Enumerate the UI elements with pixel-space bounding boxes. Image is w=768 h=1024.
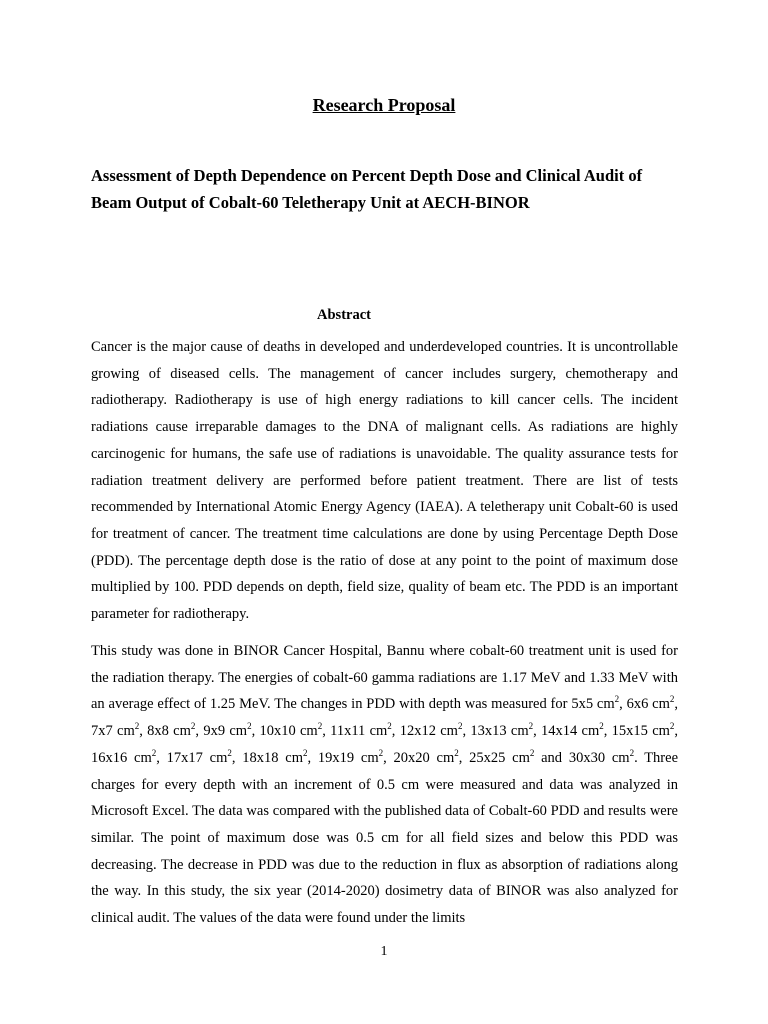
field-size-item [91, 747, 157, 766]
unit-exponent: 2 [302, 747, 308, 758]
paragraph-2-rest: . Three charges for every depth with an increment of 0.5 cm were measured and data was analyzed in Microsoft Excel. The data was compared with the published data of Cobalt-60 PDD and results were similar. The point of maximum dose was 0.5 cm for all field sizes and below this PDD was decreasing. The decrease in PDD was due to the reduction in flux as absorption of radiations along the way. In this study, the six year (2014-2020) dosimetry data of BINOR was also analyzed for clinical audit. The values of the data were found under the limits [91, 749, 678, 927]
field-size-value: 11x11 cm [330, 723, 388, 740]
paragraph-2-intro: This study was done in BINOR Cancer Hospital, Bannu where cobalt-60 treatment unit is used for the radiation therapy. The energies of cobalt-60 gamma radiations are 1.17 MeV and 1.33 MeV with an average effect of 1.25 MeV. The changes in PDD with depth was measured for [91, 643, 678, 713]
field-size-value: 16x16 cm [91, 749, 152, 766]
field-size-item [259, 723, 322, 739]
unit-exponent: 2 [528, 721, 534, 732]
unit-exponent: 2 [134, 721, 140, 732]
field-size-value: 13x13 cm [470, 723, 529, 740]
unit-exponent: 2 [227, 747, 232, 758]
field-size-value: 25x25 cm [469, 749, 530, 766]
abstract-heading: Abstract [317, 307, 371, 323]
field-size-item [400, 723, 463, 739]
unit-exponent: 2 [614, 694, 620, 705]
field-size-value: 14x14 cm [541, 723, 600, 740]
field-size-value: 15x15 cm [611, 723, 670, 740]
unit-exponent: 2 [529, 747, 535, 758]
page-number: 1 [380, 944, 388, 959]
field-size-value: 7x7 cm [91, 723, 135, 740]
unit-exponent: 2 [457, 721, 463, 732]
field-size-value: 20x20 cm [393, 749, 455, 766]
field-size-value: 19x19 cm [317, 749, 379, 766]
unit-exponent: 2 [151, 747, 157, 758]
unit-exponent: 2 [317, 721, 323, 732]
document-title: Research Proposal [312, 95, 456, 115]
field-size-item [393, 747, 459, 766]
field-size-value: 9x9 cm [203, 723, 248, 740]
unit-exponent: 2 [599, 721, 604, 732]
field-size-item [91, 723, 139, 739]
unit-exponent: 2 [669, 694, 675, 705]
field-size-value: 18x18 cm [242, 749, 303, 766]
unit-exponent: 2 [247, 721, 252, 732]
field-size-list: 5x5 $cm^2$, 6x6 $cm^2$, 7x7 $cm^2$, 8x8 $cm^2$, 9x9 $cm^2$, 10x10 $cm^2$, 11x11 $cm^2$, 12x12 $cm^2$, 13x13 $cm^2$, 14x14 $cm^2$, 15x15 $cm^2$, 16x16 $cm^2$, 17x17 $cm^2$, 18x18 $cm^2$, 19x19 $cm^2$, 20x20 $cm^2$, 25x25 $cm^2$ and 30x30 $cm^2$ [91, 694, 679, 766]
field-size-item [166, 747, 232, 766]
proposal-subtitle: Assessment of Depth Dependence on Percent Depth Dose and Clinical Audit of Beam Output of Cobalt-60 Teletherapy Unit at AECH-BINOR [91, 166, 643, 212]
field-size-item [470, 723, 533, 739]
abstract-paragraph-2 [91, 638, 678, 932]
field-size-value: 17x17 cm [166, 749, 228, 766]
field-size-item [242, 747, 308, 766]
field-size-value: 12x12 cm [399, 723, 458, 740]
unit-exponent: 2 [629, 747, 635, 758]
field-size-item [330, 723, 392, 739]
unit-exponent: 2 [387, 721, 392, 732]
field-size-item [612, 723, 675, 739]
field-size-item [571, 696, 619, 712]
unit-exponent: 2 [454, 747, 459, 758]
unit-exponent: 2 [669, 721, 675, 732]
abstract-paragraph-1: Cancer is the major cause of deaths in developed and underdeveloped countries. It is uncontrollable growing of diseased cells. The management of cancer includes surgery, chemotherapy and radiotherapy. Radiotherapy is use of high energy radiations to kill cancer cells. The incident radiations cause irreparable damages to the DNA of malignant cells. As radiations are highly carcinogenic for humans, the safe use of radiations is unavoidable. The quality assurance tests for radiation treatment delivery are performed before patient treatment. There are list of tests recommended by International Atomic Energy Agency (IAEA). A teletherapy unit Cobalt-60 is used for treatment of cancer. The treatment time calculations are done by using Percentage Depth Dose (PDD). The percentage depth dose is the ratio of dose at any point to the point of maximum dose multiplied by 100. PDD depends on depth, field size, quality of beam etc. The PDD is an important parameter for radiotherapy. [91, 339, 678, 623]
field-size-item [568, 747, 635, 766]
unit-exponent: 2 [378, 747, 384, 758]
field-size-item [469, 747, 535, 766]
field-size-value: 10x10 cm [259, 723, 318, 740]
field-size-item [203, 723, 251, 739]
field-size-value: 5x5 cm [571, 696, 615, 713]
unit-exponent: 2 [190, 721, 196, 732]
field-size-item [317, 747, 384, 766]
field-size-value: 8x8 cm [147, 723, 191, 740]
field-size-value: 6x6 cm [626, 696, 670, 713]
field-size-item [147, 723, 195, 739]
field-size-value: 30x30 cm [568, 749, 630, 766]
field-size-item [541, 723, 604, 739]
field-size-item [627, 696, 675, 712]
